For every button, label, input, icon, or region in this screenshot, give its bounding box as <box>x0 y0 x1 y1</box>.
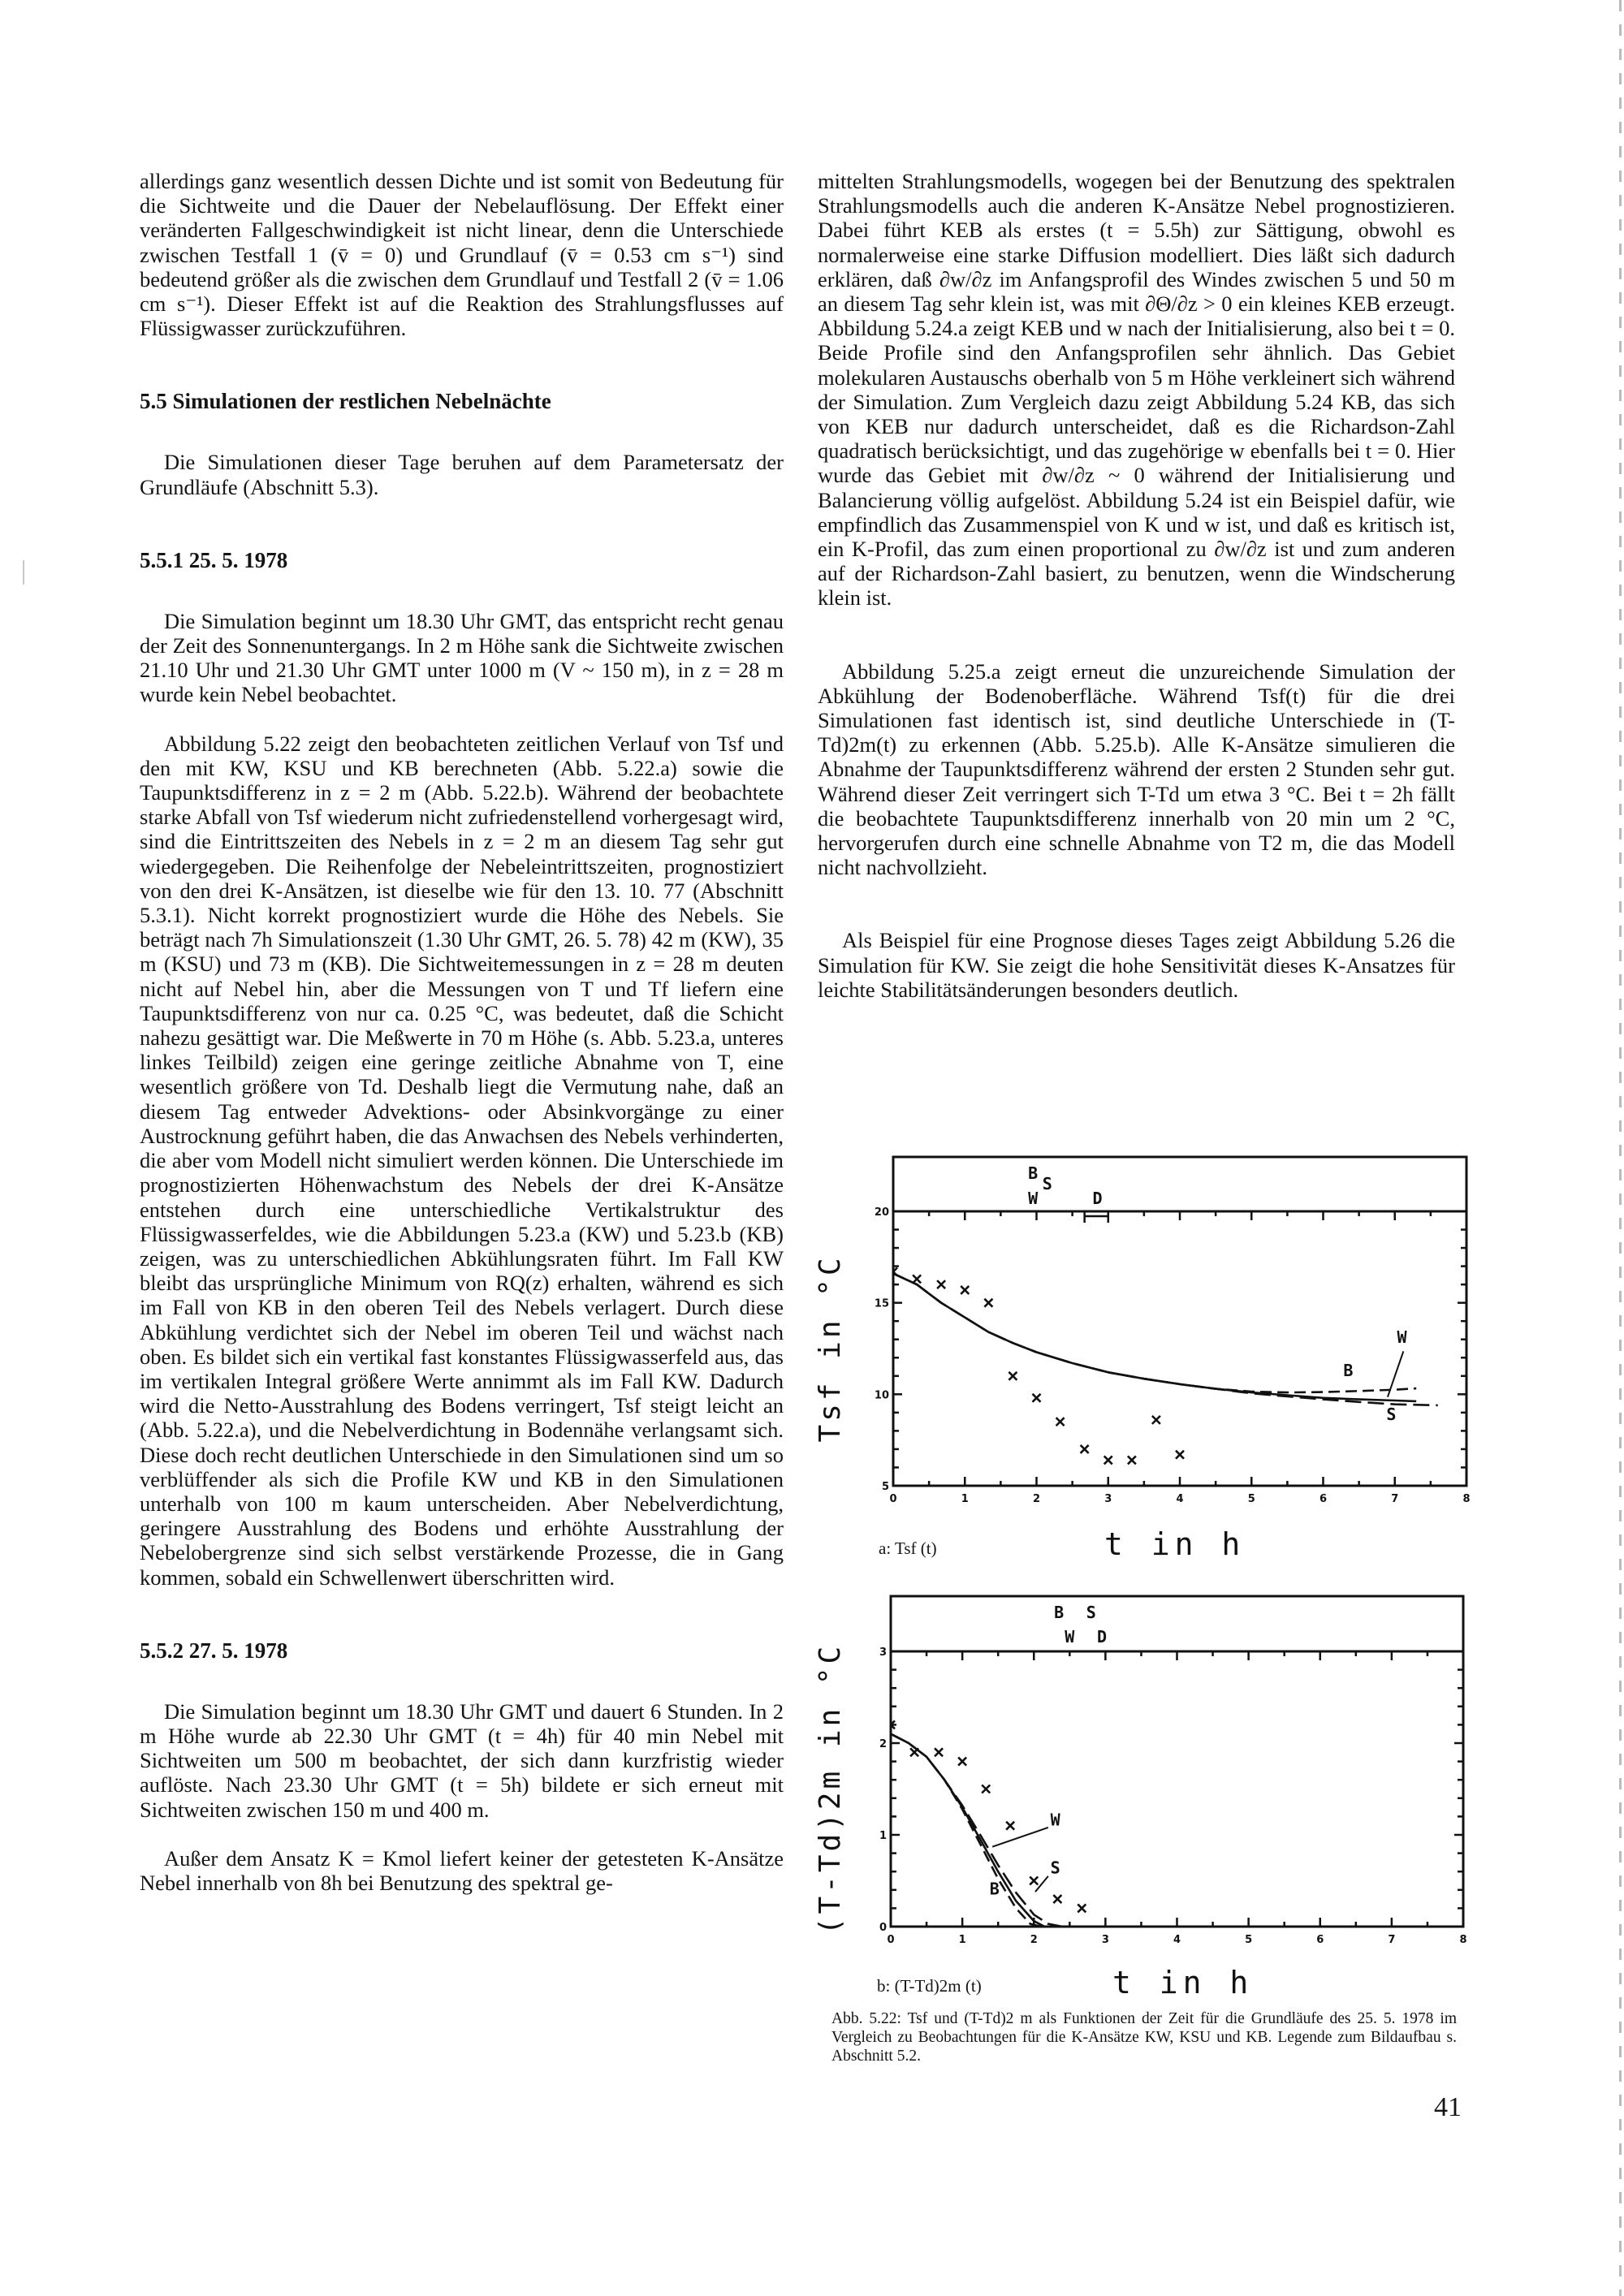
x-tick-label: 8 <box>1462 1493 1471 1505</box>
x-axis-label-b: t in h <box>1112 1965 1254 2000</box>
x-tick-label: 1 <box>958 1934 966 1946</box>
y-axis-label: (T-Td)2m in °C <box>814 1642 847 1936</box>
x-axis-label-a: t in h <box>1104 1526 1246 1562</box>
observation-marker <box>1078 1904 1086 1912</box>
chart-tsf <box>812 1145 1478 1534</box>
top-panel-marker: B <box>1028 1163 1039 1183</box>
x-tick-label: 0 <box>889 1493 897 1505</box>
series-line-S <box>891 1734 1463 1927</box>
panel-a-label: a: Tsf (t) <box>879 1539 937 1558</box>
top-panel-marker: D <box>1092 1189 1103 1208</box>
series-annotation: W <box>1050 1810 1060 1830</box>
series-annotation: B <box>989 1879 1000 1899</box>
y-tick-label: 2 <box>879 1738 887 1750</box>
observation-marker <box>913 1275 921 1283</box>
paragraph: Abbildung 5.25.a zeigt erneut die unzureichende Simulation der Abkühlung der Bodenoberfläche. Während Tsf(t) für die drei Simulationen fast identisch ist, sind deutliche Unterschiede in (T-Td)2m(t) zu erkennen (Abb. 5.25.b). Alle K-Ansätze simulieren die Abnahme der Taupunktsdifferenz während der ersten 2 Stunden sehr gut. Während dieser Zeit verringert sich T-Td um etwa 3 °C. Bei t = 2h fällt die beobachtete Taupunktsdifferenz innerhalb von 20 min um 2 °C, hervorgerufen durch eine schnelle Abnahme von T2 m, die das Modell nicht nachvollzieht. <box>818 658 1455 880</box>
paragraph: Außer dem Ansatz K = Kmol liefert keiner der getesteten K-Ansätze Nebel innerhalb von 8h bei Benutzung des spektral ge- <box>140 1845 784 1895</box>
paragraph: Als Beispiel für eine Prognose dieses Tages zeigt Abbildung 5.26 die Simulation für KW. Sie zeigt die hohe Sensitivität dieses K-Ansatzes für leichte Stabilitätsänderungen besonders deutlich. <box>818 928 1455 1002</box>
observation-marker <box>958 1758 966 1766</box>
series-line-B <box>893 1274 1416 1393</box>
paragraph: Abbildung 5.22 zeigt den beobachteten zeitlichen Verlauf von Tsf und den mit KW, KSU und KB berechneten (Abb. 5.22.a) sowie die Taupunktsdifferenz in z = 2 m (Abb. 5.22.b). Während der beobachtete starke Abfall von Tsf wiederum nicht zufriedenstellend vorhergesagt wird, sind die Eintrittszeiten des Nebels in z = 2 m an diesem Tag sehr gut wiedergegeben. Die Reihenfolge der Nebeleintrittszeiten, prognostiziert von den drei K-Ansätzen, ist dieselbe wie für den 13. 10. 77 (Abschnitt 5.3.1). Nicht korrekt prognostiziert wurde die Höhe des Nebels. Sie beträgt nach 7h Simulationszeit (1.30 Uhr GMT, 26. 5. 78) 42 m (KW), 35 m (KSU) und 73 m (KB). Die Sichtweitemessungen in z = 28 m deuten nicht auf Nebel hin, aber die Messungen von T und Tf liefern eine Taupunktsdifferenz von nur ca. 0.25 °C, was bedeutet, daß die Schicht nahezu gesättigt war. Die Meßwerte in 70 m Höhe (s. Abb. 5.23.a, unteres linkes Teilbild) zeigen eine geringe zeitliche Abnahme von T, eine wesentlich größere von Td. Deshalb liegt die Vermutung nahe, daß an diesem Tag entweder Advektions- oder Absinkvorgänge zu einer Austrocknung geführt haben, die das Anwachsen des Nebels verhinderten, die aber vom Modell nicht simuliert werden können. Die Unterschiede im prognostizierten Höhenwachstum des Nebels der drei K-Ansätze entstehen durch eine unterschiedliche Vertikalstruktur des Flüssigwasserfeldes, wie die Abbildungen 5.23.a (KW) und 5.23.b (KB) zeigen, was zu unterschiedlichen Abkühlungsraten führt. Im Fall KW bleibt das ursprüngliche Minimum von RQ(z) erhalten, während es sich im Fall von KB in den oberen Teil des Nebels verlagert. Durch diese Abkühlung verdichtet sich der Nebel im oberen Teil und wächst nach oben. Es bildet sich ein vertikal fast konstantes Flüssigwasserfeld aus, das im vertikalen Integral größere Werte annimmt als im Fall KW. Dadurch wird die Netto-Ausstrahlung des Bodens verringert, Tsf steigt leicht an (Abb. 5.22.a), und die Nebelverdichtung in Bodennähe verlangsamt sich. Diese doch recht deutlichen Unterschiede in den Simulationen sind um so verblüffender als sich die Profile KW und KB in den Simulationen unterhalb von 100 m kaum unterscheiden. Aber Nebelverdichtung, geringere Ausstrahlung des Bodens und erhöhte Ausstrahlung der Nebelobergrenze sind sich selbst verstärkende Prozesse, die in Gang kommen, sobald ein Schwellenwert überschritten wird. <box>140 731 784 1590</box>
x-tick-label: 1 <box>961 1493 969 1505</box>
x-tick-label: 5 <box>1245 1934 1253 1946</box>
paragraph: Die Simulation beginnt um 18.30 Uhr GMT und dauert 6 Stunden. In 2 m Höhe wurde ab 22.30 Uhr GMT (t = 4h) für 40 min Nebel mit Sichtweiten um 500 m beobachtet, der sich dann kurzfristig wieder auflöste. Nach 23.30 Uhr GMT (t = 5h) bildete er sich erneut mit Sichtweiten zwischen 150 m und 400 m. <box>140 1698 784 1822</box>
left-column <box>140 169 784 1895</box>
series-line-W <box>891 1734 1463 1927</box>
observation-marker <box>937 1280 945 1288</box>
series-annotation: S <box>1386 1404 1397 1424</box>
x-tick-label: 2 <box>1032 1493 1041 1505</box>
x-tick-label: 6 <box>1316 1934 1324 1946</box>
observation-marker <box>1104 1456 1112 1464</box>
series-annotation: B <box>1343 1360 1354 1380</box>
observation-marker <box>1081 1445 1089 1453</box>
x-tick-label: 7 <box>1388 1934 1396 1946</box>
observation-marker <box>1152 1416 1160 1424</box>
x-tick-label: 5 <box>1247 1493 1255 1505</box>
y-tick-label: 1 <box>879 1830 887 1842</box>
paragraph: Die Simulationen dieser Tage beruhen auf dem Parametersatz der Grundläufe (Abschnitt 5.3). <box>140 450 784 499</box>
series-annotation: S <box>1050 1858 1060 1878</box>
x-tick-label: 7 <box>1391 1493 1399 1505</box>
observation-marker <box>910 1748 918 1756</box>
x-tick-label: 0 <box>887 1934 895 1946</box>
figure-caption: Abb. 5.22: Tsf und (T-Td)2 m als Funktionen der Zeit für die Grundläufe des 25. 5. 1978 im Vergleich zu Beobachtungen für die K-Ansätze KW, KSU und KB. Legende zum Bildaufbau s. Abschnitt 5.2. <box>831 2010 1457 2065</box>
y-tick-label: 5 <box>881 1481 889 1493</box>
page-number: 41 <box>1434 2092 1462 2122</box>
observation-marker <box>984 1299 992 1307</box>
chart-dewpoint-difference <box>812 1587 1478 1977</box>
scan-edge-artifact <box>1619 0 1622 2296</box>
observation-marker <box>1009 1372 1017 1380</box>
annotation-leader <box>992 1828 1048 1847</box>
observation-marker <box>982 1785 990 1793</box>
top-panel-marker: B <box>1054 1603 1065 1622</box>
panel-b-label: b: (T-Td)2m (t) <box>877 1976 982 1996</box>
series-annotation: W <box>1397 1327 1407 1348</box>
top-panel-marker: S <box>1086 1603 1096 1622</box>
paragraph: allerdings ganz wesentlich dessen Dichte und ist somit von Bedeutung für die Sichtweite und die Dauer der Nebelauflösung. Der Effekt einer veränderten Fallgeschwindigkeit ist nicht linear, denn die Unterschiede zwischen Testfall 1 (v̄ = 0) und Grundlauf (v̄ = 0.53 cm s⁻¹) sind bedeutend größer als die zwischen dem Grundlauf und Testfall 2 (v̄ = 1.06 cm s⁻¹). Dieser Effekt ist auf die Reaktion des Strahlungsflusses auf Flüssigwasser zurückzuführen. <box>140 169 784 341</box>
subsection-heading: 5.5.1 25. 5. 1978 <box>140 547 288 572</box>
figure-panel-b <box>812 1587 1478 1977</box>
y-axis-label: Tsf in °C <box>814 1254 847 1443</box>
figure-panel-a <box>812 1145 1478 1534</box>
top-panel-marker: D <box>1096 1627 1107 1646</box>
observation-marker <box>1030 1877 1038 1885</box>
top-panel-marker: W <box>1065 1627 1075 1646</box>
observation-marker <box>1056 1418 1065 1426</box>
y-tick-label: 3 <box>879 1646 887 1659</box>
series-line-B <box>891 1734 1463 1927</box>
observation-marker <box>961 1286 969 1294</box>
x-tick-label: 6 <box>1319 1493 1328 1505</box>
observation-marker <box>1053 1895 1061 1903</box>
observation-marker <box>1176 1451 1184 1459</box>
y-tick-label: 10 <box>874 1389 889 1402</box>
top-panel-marker: W <box>1028 1189 1039 1208</box>
x-tick-label: 3 <box>1104 1493 1112 1505</box>
observation-marker <box>935 1748 943 1756</box>
top-panel-marker: S <box>1042 1174 1052 1193</box>
series-line-W <box>893 1274 1416 1401</box>
y-tick-label: 20 <box>874 1206 889 1219</box>
subsection-heading: 5.5.2 27. 5. 1978 <box>140 1638 288 1663</box>
x-tick-label: 8 <box>1459 1934 1467 1946</box>
y-tick-label: 15 <box>874 1297 889 1310</box>
observation-marker <box>1033 1394 1041 1402</box>
plot-frame <box>891 1596 1463 1927</box>
y-tick-label: 0 <box>879 1922 887 1934</box>
x-tick-label: 4 <box>1176 1493 1184 1505</box>
x-tick-label: 3 <box>1101 1934 1109 1946</box>
series-line-S <box>893 1274 1438 1405</box>
x-tick-label: 2 <box>1030 1934 1038 1946</box>
scan-margin-mark <box>23 560 24 585</box>
fog-duration-bar <box>1085 1211 1108 1223</box>
paragraph: Die Simulation beginnt um 18.30 Uhr GMT, das entspricht recht genau der Zeit des Sonnenuntergangs. In 2 m Höhe sank die Sichtweite zwischen 21.10 Uhr und 21.30 Uhr GMT unter 1000 m (V ~ 150 m), in z = 28 m wurde kein Nebel beobachtet. <box>140 608 784 707</box>
right-column <box>818 169 1455 1002</box>
observation-marker <box>1006 1822 1014 1830</box>
paragraph: mittelten Strahlungsmodells, wogegen bei der Benutzung des spektralen Strahlungsmodells auch die anderen K-Ansätze Nebel prognostizieren. Dabei führt KEB als erstes (t = 5.5h) zur Sättigung, obwohl es normalerweise eine starke Diffusion modelliert. Dies läßt sich dadurch erklären, daß ∂w/∂z im Anfangsprofil des Windes zwischen 5 und 50 m an diesem Tag sehr klein ist, was mit ∂Θ/∂z > 0 ein kleines KEB erzeugt. Abbildung 5.24.a zeigt KEB und w nach der Initialisierung, also bei t = 0. Beide Profile sind den Anfangsprofilen sehr ähnlich. Das Gebiet molekularen Austauschs oberhalb von 5 m Höhe verkleinert sich während der Simulation. Zum Vergleich dazu zeigt Abbildung 5.24 KB, das sich von KEB nur dadurch unterscheidet, daß es die Richardson-Zahl quadratisch berücksichtigt, und das zugehörige w ebenfalls bei t = 0. Hier wurde das Gebiet mit ∂w/∂z ~ 0 während der Initialisierung und Balancierung völlig aufgelöst. Abbildung 5.24 ist ein Beispiel dafür, wie empfindlich das Zusammenspiel von K und w ist, und daß es kritisch ist, ein K-Profil, das zum einen proportional zu ∂w/∂z ist und zum anderen auf der Richardson-Zahl basiert, zu benutzen, wenn die Windscherung klein ist. <box>818 169 1455 611</box>
plot-frame <box>893 1157 1466 1486</box>
observation-marker <box>1128 1456 1136 1464</box>
x-tick-label: 4 <box>1173 1934 1181 1946</box>
section-heading: 5.5 Simulationen der restlichen Nebelnächte <box>140 389 551 414</box>
